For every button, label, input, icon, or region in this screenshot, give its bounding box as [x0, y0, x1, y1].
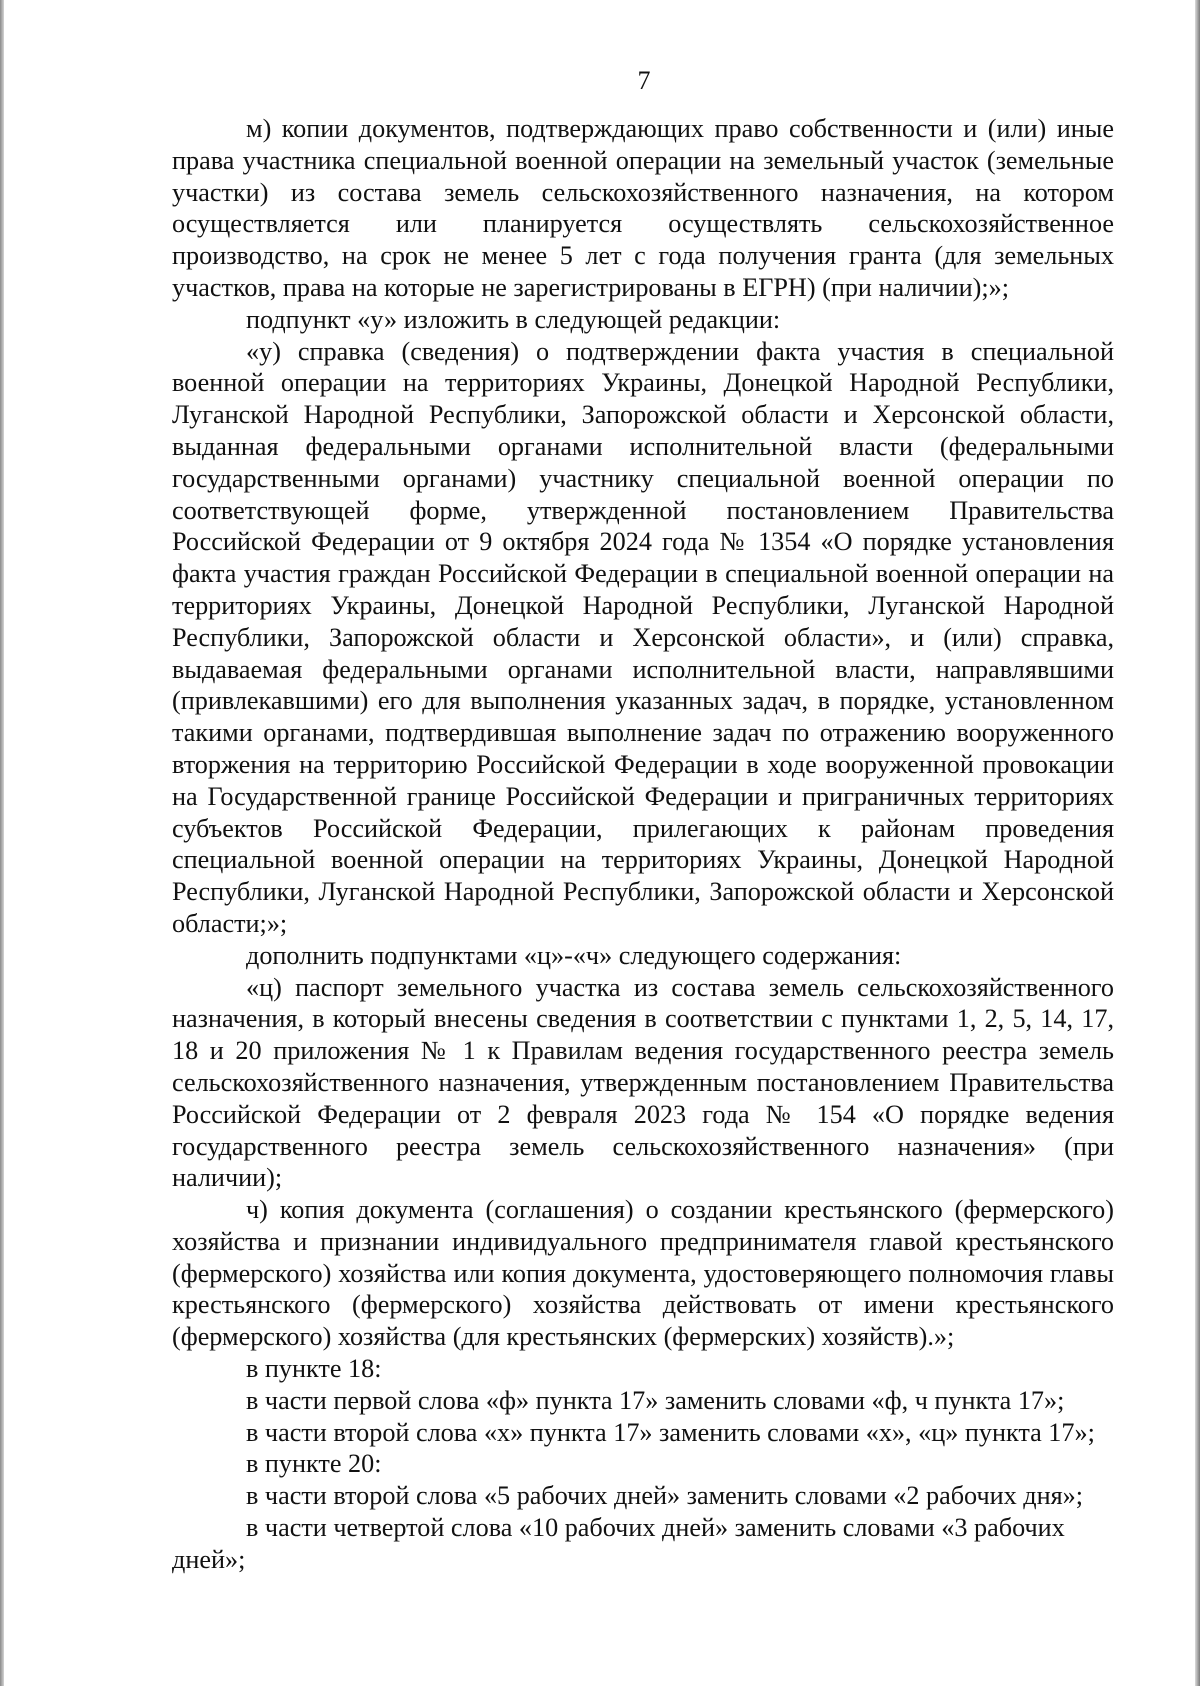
- paragraph-u: «у) справка (сведения) о подтверждении факта участия в специальной военной операции на территориях Украины, Донецкой Народной Республики, Луганской Народной Республики, Запорожской области и Херсонской области, выданная федеральными органами исполнительной власти (федеральными государственными органами) участнику специальной военной операции по соответствующей форме, утвержденной постановлением Правительства Российской Федерации от 9 октября 2024 года № 1354 «О порядке установления факта участия граждан Российской Федерации в специальной военной операции на территориях Украины, Донецкой Народной Республики, Луганской Народной Республики, Запорожской области и Херсонской области», и (или) справка, выдаваемая федеральными органами исполнительной власти, направлявшими (привлекавшими) его для выполнения указанных задач, в порядке, установленном такими органами, подтвердившая выполнение задач по отражению вооруженного вторжения на территорию Российской Федерации в ходе вооруженной провокации на Государственной границе Российской Федерации и приграничных территориях субъектов Российской Федерации, прилегающих к районам проведения специальной военной операции на территориях Украины, Донецкой Народной Республики, Луганской Народной Республики, Запорожской области и Херсонской области;»;: [172, 336, 1114, 938]
- document-body: [172, 113, 1114, 1576]
- paragraph-point-18-part-1: в части первой слова «ф» пункта 17» заменить словами «ф, ч пункта 17»;: [246, 1385, 1065, 1415]
- paragraph-m: м) копии документов, подтверждающих право собственности и (или) иные права участника специальной военной операции на земельный участок (земельные участки) из состава земель сельскохозяйственного назначения, на котором осуществляется или планируется осуществлять сельскохозяйственное производство, на срок не менее 5 лет с года получения гранта (для земельных участков, права на которые не зарегистрированы в ЕГРН) (при наличии);»;: [172, 114, 1114, 302]
- paragraph-point-18: в пункте 18:: [246, 1354, 382, 1384]
- paragraph-point-20: в пункте 20:: [246, 1449, 382, 1479]
- scan-edge-right: [1195, 0, 1200, 1686]
- paragraph-ch: ч) копия документа (соглашения) о создании крестьянского (фермерского) хозяйства и признании индивидуального предпринимателя главой крестьянского (фермерского) хозяйства или копия документа, удостоверяющего полномочия главы крестьянского (фермерского) хозяйства действовать от имени крестьянского (фермерского) хозяйства (для крестьянских (фермерских) хозяйств).»;: [172, 1195, 1114, 1352]
- paragraph-point-20-part-2: в части второй слова «5 рабочих дней» заменить словами «2 рабочих дня»;: [246, 1481, 1084, 1511]
- paragraph-point-20-part-4: в части четвертой слова «10 рабочих дней» заменить словами «3 рабочих дней»;: [172, 1513, 1065, 1574]
- scan-edge-left: [0, 0, 4, 1686]
- page-number: 7: [637, 66, 651, 95]
- paragraph-ts-ch-instruction: дополнить подпунктами «ц»-«ч» следующего содержания:: [246, 940, 902, 970]
- paragraph-u-instruction: подпункт «у» изложить в следующей редакции:: [246, 304, 781, 334]
- paragraph-point-18-part-2: в части второй слова «х» пункта 17» заменить словами «х», «ц» пункта 17»;: [246, 1417, 1095, 1447]
- paragraph-ts: «ц) паспорт земельного участка из состава земель сельскохозяйственного назначения, в который внесены сведения в соответствии с пунктами 1, 2, 5, 14, 17, 18 и 20 приложения № 1 к Правилам ведения государственного реестра земель сельскохозяйственного назначения, утвержденным постановлением Правительства Российской Федерации от 2 февраля 2023 года № 154 «О порядке ведения государственного реестра земель сельскохозяйственного назначения» (при наличии);: [172, 972, 1114, 1193]
